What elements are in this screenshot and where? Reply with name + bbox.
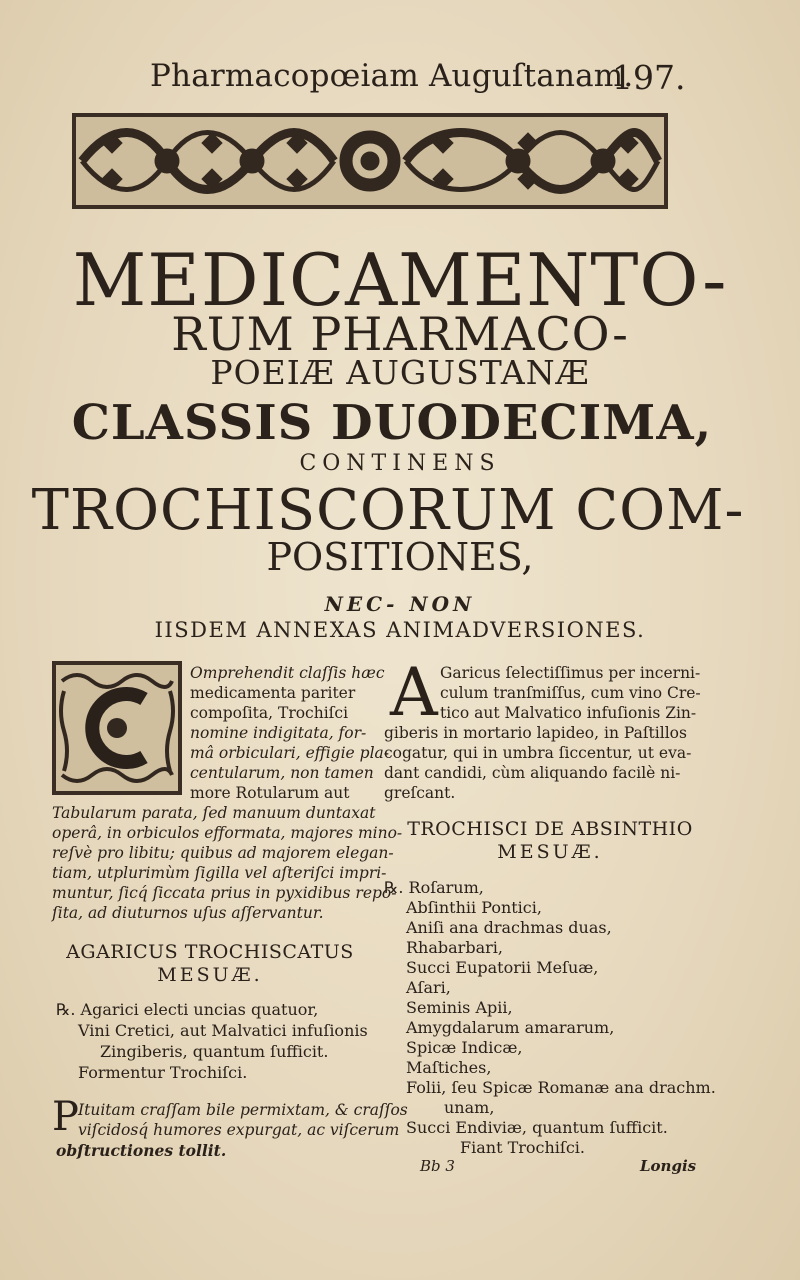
section-heading-mesuae: MESUÆ. (497, 841, 603, 863)
title-line-8: NEC- NON (324, 592, 476, 616)
recipe-line: Aniſi ana drachmas duas, (406, 918, 612, 937)
para-line: dant candidi, cùm aliquando facilè ni- (384, 764, 681, 782)
intro-cont-line: operâ, in orbiculos efformata, majores mino- (52, 824, 403, 842)
intro-line: nomine indigitata, for- (190, 724, 367, 742)
catchword: Longis (640, 1157, 697, 1175)
recipe-line: Spicæ Indicæ, (406, 1038, 523, 1057)
title-line-7: POSITIONES, (266, 535, 534, 579)
recipe-line: Succi Endiviæ, quantum ſufficit. (406, 1118, 668, 1137)
intro-cont-line: ſita, ad diuturnos uſus aſſervantur. (52, 904, 324, 922)
recipe-line: Zingiberis, quantum ſufficit. (100, 1042, 329, 1061)
recipe-line: Maſtiches, (406, 1058, 492, 1077)
paragraph-initial: A (390, 654, 438, 731)
title-line-9: IISDEM ANNEXAS ANIMADVERSIONES. (154, 618, 646, 642)
decorated-initial-c-icon (52, 661, 182, 795)
intro-line: medicamenta pariter (190, 684, 356, 702)
para-line: Garicus ſelectiſſimus per incerni- (440, 664, 701, 682)
note-line: obſtructiones tollit. (56, 1141, 227, 1160)
intro-cont-line: tiam, utplurimùm ſigilla vel aſteriſci impri- (52, 864, 387, 882)
para-line: culum tranſmiſſus, cum vino Cre- (440, 684, 701, 702)
title-line-5: CONTINENS (299, 451, 501, 476)
intro-line: compoſita, Trochiſci (190, 704, 349, 722)
title-line-2: RUM PHARMACO- (171, 307, 629, 361)
recipe-line: Rhabarbari, (406, 938, 503, 957)
page-number: 197. (612, 58, 686, 97)
section-heading-agaricus: AGARICUS TROCHISCATUS (66, 941, 354, 963)
recipe-line: Succi Eupatorii Meſuæ, (406, 958, 599, 977)
running-head: Pharmacopœiam Auguſtanam. (150, 58, 634, 94)
recipe-line: Formentur Trochiſci. (78, 1063, 248, 1082)
intro-line: Omprehendit claſſis hæc (190, 664, 385, 682)
note-line: viſcidosq́ humores expurgat, ac viſcerum (78, 1121, 400, 1139)
note-initial: P (52, 1094, 79, 1140)
title-line-1: MEDICAMENTO- (72, 238, 728, 322)
recipe-line: Vini Cretici, aut Malvatici infuſionis (78, 1021, 368, 1040)
title-line-6: TROCHISCORUM COM- (31, 478, 745, 543)
recipe-line: ℞. Agarici electi uncias quatuor, (56, 1000, 319, 1019)
note-line: Ituitam craſſam bile permixtam, & craſſos (78, 1101, 408, 1119)
title-line-3: POEIÆ AUGUSTANÆ (210, 353, 590, 392)
para-line: cogatur, qui in umbra ſiccentur, ut eva- (384, 744, 692, 762)
ornamental-headpiece-icon (72, 113, 668, 209)
recipe-line: Aſari, (406, 978, 451, 997)
para-line: giberis in mortario lapideo, in Paſtillos (384, 724, 687, 742)
recipe-line: Abſinthii Pontici, (406, 898, 542, 917)
para-line: greſcant. (384, 784, 456, 802)
recipe-line: Folii, ſeu Spicæ Romanæ ana drachm. (406, 1078, 716, 1097)
section-heading-mesuae: MESUÆ. (157, 964, 263, 986)
title-line-4: CLASSIS DUODECIMA, (71, 395, 713, 451)
intro-line: more Rotularum aut (190, 784, 350, 802)
recipe-line: Amygdalarum amararum, (406, 1018, 615, 1037)
intro-cont-line: Tabularum parata, ſed manuum duntaxat (52, 804, 376, 822)
intro-cont-line: muntur, ſicq́ ſiccata prius in pyxidibus repo- (52, 884, 397, 902)
section-heading-trochisci: TROCHISCI DE ABSINTHIO (407, 818, 693, 840)
recipe-line: Seminis Apii, (406, 998, 513, 1017)
intro-line: mâ orbiculari, effigie pla- (190, 744, 390, 762)
recipe-line: ℞. Roſarum, (384, 878, 484, 897)
signature-mark: Bb 3 (420, 1157, 455, 1175)
recipe-line: Fiant Trochiſci. (460, 1138, 585, 1157)
recipe-line: unam, (444, 1098, 495, 1117)
intro-line: centularum, non tamen (190, 764, 374, 782)
para-line: tico aut Malvatico infuſionis Zin- (440, 704, 697, 722)
intro-cont-line: reſvè pro libitu; quibus ad majorem elegan- (52, 844, 394, 862)
